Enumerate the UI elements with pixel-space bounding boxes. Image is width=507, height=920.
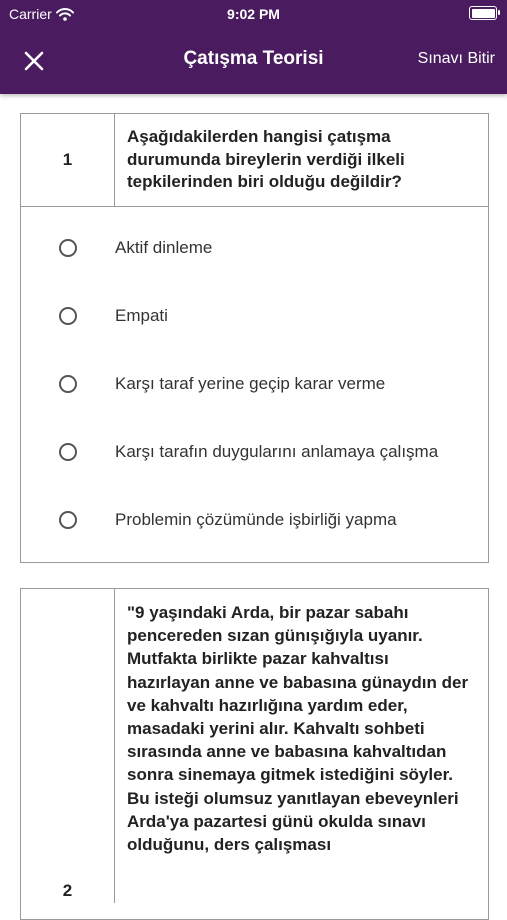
finish-exam-button[interactable]: Sınavı Bitir [417,50,495,67]
option-label: Empati [115,306,168,325]
question-text: Aşağıdakilerden hangisi çatışma durumunda bireylerin verdiği ilkeli tepkilerinden biri olduğu değildir? [127,127,405,191]
question-number [21,589,115,903]
nav-bar [0,28,507,94]
option-label: Karşı taraf yerine geçip karar verme [115,374,386,393]
answer-option-e[interactable] [21,486,488,554]
option-label: Aktif dinleme [115,238,213,257]
answer-option-c[interactable] [21,350,488,418]
status-bar [0,0,507,28]
radio-button[interactable] [59,443,77,461]
question-text: "9 yaşındaki Arda, bir pazar sabahı pencereden sızan günışığıyla uyanır. Mutfakta birlikte pazar kahvaltısı hazırlayan anne ve babasına günaydın der ve kahvaltı hazırlığına yardım eder, masadaki yerini alır. Kahvaltı sohbeti sırasında anne ve babasına kahvaltıdan sonra sinemaya gitmek istediğini söyler. Bu isteği olumsuz yanıtlayan ebeveynleri Arda'ya pazartesi günü okulda sınavı olduğunu, ders çalışması [127,603,469,855]
answer-option-d[interactable] [21,418,488,486]
question-card-1 [20,113,489,563]
question-number-label: 2 [62,881,73,900]
question-number: 1 [21,114,115,206]
radio-button[interactable] [59,511,77,529]
option-label: Karşı tarafın duygularını anlamaya çalışma [115,442,439,461]
answer-option-b[interactable] [21,282,488,350]
radio-button[interactable] [59,375,77,393]
app-header [0,0,507,94]
page-title: Çatışma Teorisi [183,48,324,69]
option-label: Problemin çözümünde işbirliği yapma [115,510,397,529]
radio-button[interactable] [59,307,77,325]
close-button[interactable] [20,47,48,75]
battery-icon [469,6,497,20]
question-header [21,114,488,207]
question-card-2 [20,588,489,920]
answer-option-a[interactable] [21,214,488,282]
answer-options [21,207,488,562]
carrier-label: Carrier [9,6,52,22]
question-header [21,589,488,920]
close-icon [20,47,48,75]
clock: 9:02 PM [227,6,280,22]
radio-button[interactable] [59,239,77,257]
